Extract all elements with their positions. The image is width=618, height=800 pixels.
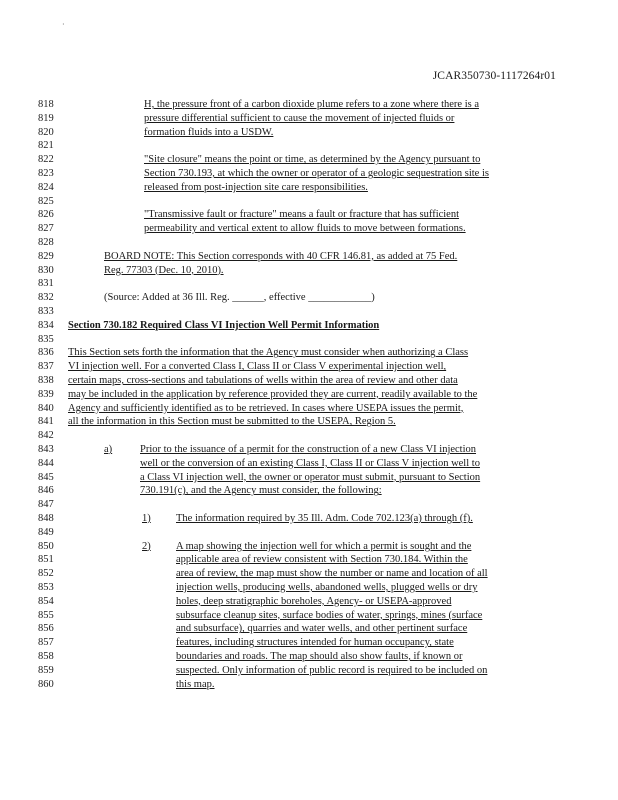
line-number: 832 (38, 292, 54, 304)
line-852 (0, 567, 618, 580)
line-text (176, 553, 468, 566)
text-run: injection wells, producing wells, abandoned wells, plugged wells or dry (176, 582, 478, 593)
text-run: boundaries and roads. The map should also show faults, if known or (176, 651, 463, 662)
line-text (144, 208, 459, 221)
line-number: 844 (38, 457, 54, 469)
line-text (144, 181, 368, 194)
line-text (140, 457, 480, 470)
line-number: 853 (38, 582, 54, 593)
line-820 (0, 126, 618, 139)
text-run: and subsurface), quarries and water wells, and other pertinent surface (176, 623, 468, 635)
text-run: "Site closure" means the point or time, as determined by the Agency pursuant to (144, 154, 481, 166)
line-text (176, 595, 451, 608)
line-number: 849 (38, 526, 54, 538)
text-run: subsurface cleanup sites, surface bodies of water, springs, mines (surface (176, 609, 483, 621)
text-run: A map showing the injection well for which a permit is sought and the (176, 540, 472, 552)
line-853 (0, 581, 618, 594)
line-number: 848 (38, 513, 54, 524)
text-run: This Section sets forth the information that the Agency must consider when authorizing a Class (68, 347, 469, 359)
line-844 (0, 457, 618, 470)
line-851 (0, 553, 618, 566)
line-838 (0, 374, 618, 387)
line-text (68, 360, 446, 373)
line-number: 843 (38, 444, 54, 455)
line-number: 834 (38, 319, 54, 331)
line-825 (0, 195, 618, 208)
text-run: suspected. Only information of public record is required to be included on (176, 664, 488, 676)
line-845 (0, 471, 618, 484)
text-run: permeability and vertical extent to allow fluids to move between formations. (144, 223, 466, 235)
line-text (176, 540, 471, 553)
list-label: 2) (142, 540, 151, 552)
scan-mark: · (62, 20, 65, 29)
line-833 (0, 305, 618, 318)
line-text (144, 126, 273, 139)
line-text (144, 153, 480, 166)
line-text (140, 471, 480, 484)
text-run: 730.191(c), and the Agency must consider, the following: (140, 485, 382, 497)
text-run: a Class VI injection well, the owner or operator must submit, pursuant to Section (140, 471, 481, 483)
line-number: 838 (38, 375, 54, 386)
line-text (176, 636, 454, 649)
line-text (176, 622, 467, 635)
line-text (140, 443, 476, 456)
line-number: 831 (38, 278, 54, 290)
line-text (68, 374, 458, 387)
line-text (144, 167, 489, 180)
line-number: 819 (38, 112, 54, 124)
line-number: 855 (38, 609, 54, 621)
line-number: 827 (38, 223, 54, 235)
text-run: "Transmissive fault or fracture" means a fault or fracture that has sufficient (144, 209, 460, 221)
text-run: Prior to the issuance of a permit for the construction of a new Class VI injection (140, 444, 477, 455)
text-run: applicable area of review consistent with Section 730.184. Within the (176, 554, 468, 566)
line-number: 826 (38, 209, 54, 221)
line-number: 852 (38, 568, 54, 580)
line-text (68, 319, 379, 332)
text-run: formation fluids into a USDW. (144, 126, 274, 138)
text-run: BOARD NOTE (104, 250, 172, 262)
line-823 (0, 167, 618, 180)
line-number: 860 (38, 678, 54, 690)
line-text (68, 346, 468, 359)
line-number: 854 (38, 595, 54, 607)
text-run: all the information in this Section must be submitted to the USEPA, Region 5. (68, 416, 396, 428)
text-run: Reg. 77303 (Dec. 10, 2010). (104, 264, 224, 276)
line-number: 850 (38, 540, 54, 552)
line-number: 845 (38, 471, 54, 483)
line-text (176, 609, 482, 622)
line-840 (0, 402, 618, 415)
line-number: 857 (38, 637, 54, 649)
document-id: JCAR350730-1117264r01 (432, 70, 556, 82)
line-856 (0, 622, 618, 635)
line-number: 821 (38, 140, 54, 152)
line-839 (0, 388, 618, 401)
line-number: 839 (38, 388, 54, 400)
line-835 (0, 333, 618, 346)
list-label: 1) (142, 513, 151, 524)
line-text (104, 291, 375, 304)
line-number: 820 (38, 126, 54, 138)
line-859 (0, 664, 618, 677)
line-text (144, 222, 466, 235)
text-run: : This Section corresponds with 40 CFR 146.81, as added at 75 Fed. (171, 250, 458, 262)
line-836 (0, 346, 618, 359)
text-run: The information required by 35 Ill. Adm. Code 702.123(a) through (f). (176, 513, 473, 524)
line-number: 842 (38, 430, 54, 442)
text-run: VI injection well. For a converted Class I, Class II or Class V experimental injection well, (68, 361, 447, 373)
line-text (104, 264, 224, 277)
line-number: 828 (38, 237, 54, 248)
line-number: 818 (38, 99, 54, 110)
list-label: a) (104, 444, 113, 455)
line-text (176, 664, 487, 677)
line-number: 822 (38, 154, 54, 166)
line-827 (0, 222, 618, 235)
line-837 (0, 360, 618, 373)
text-run: Agency and sufficiently identified as to be retrieved. In cases where USEPA issues the permit, (68, 402, 464, 414)
line-847 (0, 498, 618, 511)
line-text (176, 512, 473, 525)
line-number: 829 (38, 250, 54, 262)
line-number: 830 (38, 264, 54, 276)
line-846 (0, 484, 618, 497)
line-850 (0, 540, 618, 553)
line-text (176, 650, 462, 663)
line-number: 833 (38, 306, 54, 317)
line-848 (0, 512, 618, 525)
text-run: certain maps, cross-sections and tabulations of wells within the area of review and other data (68, 375, 458, 386)
line-number: 847 (38, 499, 54, 511)
line-849 (0, 526, 618, 539)
line-830 (0, 264, 618, 277)
line-number: 846 (38, 485, 54, 497)
line-text (144, 98, 479, 111)
line-text (140, 484, 382, 497)
line-text (68, 415, 396, 428)
text-run: features, including structures intended for human occupancy, state (176, 637, 454, 649)
line-text (176, 581, 478, 594)
line-number: 837 (38, 361, 54, 373)
line-number: 856 (38, 623, 54, 635)
text-run: pressure differential sufficient to cause the movement of injected fluids or (144, 112, 455, 124)
line-number: 841 (38, 416, 54, 428)
line-number: 825 (38, 195, 54, 207)
line-821 (0, 139, 618, 152)
line-number: 836 (38, 347, 54, 359)
line-854 (0, 595, 618, 608)
line-819 (0, 112, 618, 125)
line-834 (0, 319, 618, 332)
line-842 (0, 429, 618, 442)
text-run: well or the conversion of an existing Class I, Class II or Class V injection well to (140, 457, 480, 469)
line-number: 840 (38, 402, 54, 414)
text-run: holes, deep stratigraphic boreholes, Agency- or USEPA-approved (176, 595, 452, 607)
line-857 (0, 636, 618, 649)
text-run: (Source: Added at 36 Ill. Reg. ______, effective ____________) (104, 292, 375, 304)
line-text (104, 250, 457, 263)
text-run: released from post-injection site care responsibilities. (144, 181, 368, 193)
line-number: 824 (38, 181, 54, 193)
line-number: 858 (38, 651, 54, 662)
line-832 (0, 291, 618, 304)
line-860 (0, 678, 618, 691)
line-number: 823 (38, 168, 54, 179)
line-824 (0, 181, 618, 194)
line-number: 859 (38, 664, 54, 676)
line-829 (0, 250, 618, 263)
line-number: 851 (38, 554, 54, 566)
line-818 (0, 98, 618, 111)
text-run: area of review, the map must show the number or name and location of all (176, 568, 488, 580)
text-run: may be included in the application by reference provided they are current, readily available to the (68, 388, 478, 400)
line-822 (0, 153, 618, 166)
line-number: 835 (38, 333, 54, 345)
line-831 (0, 277, 618, 290)
line-855 (0, 609, 618, 622)
line-text (176, 678, 215, 691)
line-826 (0, 208, 618, 221)
text-run: H, the pressure front of a carbon dioxide plume refers to a zone where there is a (144, 99, 479, 110)
line-828 (0, 236, 618, 249)
line-text (68, 402, 463, 415)
text-run: Section 730.182 Required Class VI Injection Well Permit Information (68, 319, 380, 331)
text-run: Section 730.193, at which the owner or operator of a geologic sequestration site is (144, 168, 489, 179)
line-841 (0, 415, 618, 428)
line-843 (0, 443, 618, 456)
line-text (144, 112, 454, 125)
line-858 (0, 650, 618, 663)
line-text (176, 567, 488, 580)
text-run: this map. (176, 678, 215, 690)
line-text (68, 388, 477, 401)
